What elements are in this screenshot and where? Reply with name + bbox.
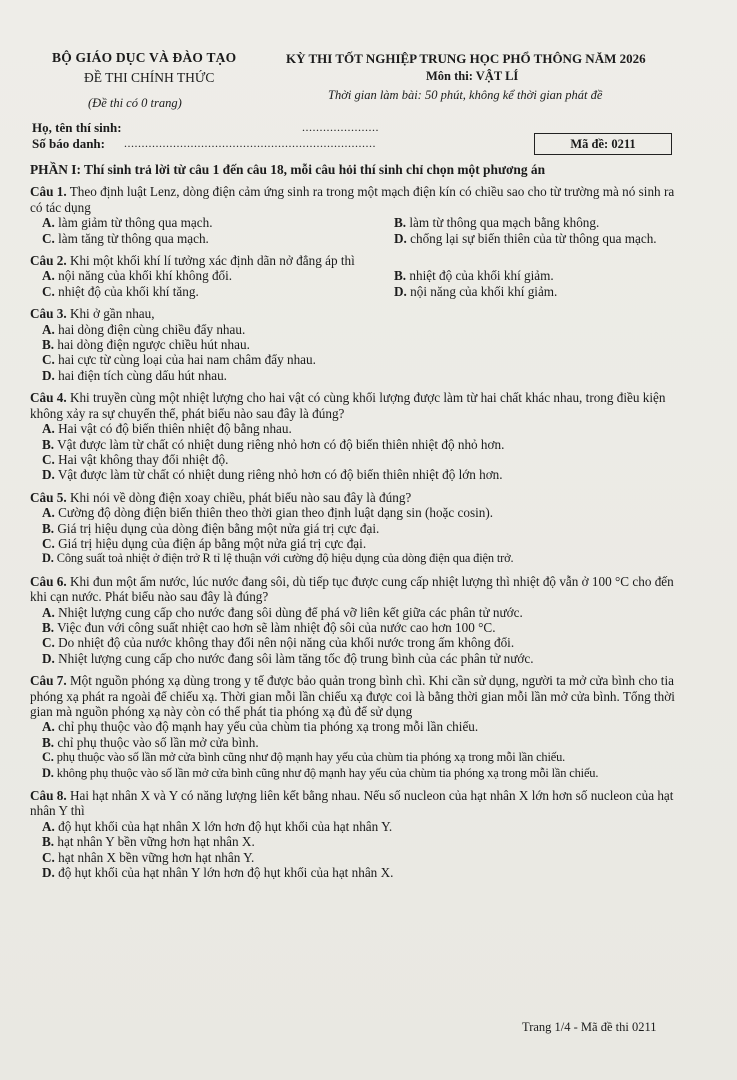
option-c: C. Hai vật không thay đổi nhiệt độ.: [42, 451, 229, 467]
option-b: B. Vật được làm từ chất có nhiệt dung riêng nhỏ hơn có độ biến thiên nhiệt độ nhỏ hơn.: [42, 436, 505, 452]
question-number: Câu 2.: [30, 253, 67, 269]
candidate-name-dots: ......................: [302, 120, 379, 134]
question-5: [30, 490, 685, 567]
question-3: [30, 306, 685, 383]
question-text: Theo định luật Lenz, dòng điện cảm ứng sinh ra trong một mạch điện kín có chiều sao cho từ trường mà nó sinh ra có tác dụng: [30, 184, 675, 215]
option-d: D. Vật được làm từ chất có nhiệt dung riêng nhỏ hơn có độ biến thiên nhiệt độ lớn hơn.: [42, 467, 503, 483]
official-label: ĐỀ THI CHÍNH THỨC: [84, 70, 215, 85]
option-c: C. Do nhiệt độ của nước không thay đổi nên nội năng của khối nước trong ấm không đổi.: [42, 635, 515, 651]
option-b: B. hạt nhân Y bền vững hơn hạt nhân X.: [42, 834, 255, 850]
candidate-id-dots: ........................................................................: [124, 136, 376, 150]
question-number: Câu 1.: [30, 184, 67, 200]
question-7: [30, 673, 685, 781]
question-number: Câu 5.: [30, 489, 67, 505]
option-c: C. phụ thuộc vào số lần mở cửa bình cũng như độ mạnh hay yếu của chùm tia phóng xạ trong mỗi lần chiếu.: [42, 750, 566, 765]
option-a: A. độ hụt khối của hạt nhân X lớn hơn độ hụt khối của hạt nhân Y.: [42, 818, 393, 834]
option-c: C. làm tăng từ thông qua mạch.: [42, 230, 209, 246]
time-note: Thời gian làm bài: 50 phút, không kể thời gian phát đề: [328, 88, 603, 102]
question-text: Hai hạt nhân X và Y có năng lượng liên kết bằng nhau. Nếu số nucleon của hạt nhân X lớn hơn số nucleon của hạt nhân Y thì: [30, 788, 674, 819]
option-b: B. chỉ phụ thuộc vào số lần mở cửa bình.: [42, 734, 259, 750]
subject-label: Môn thi: VẬT LÍ: [426, 69, 519, 83]
question-number: Câu 3.: [30, 306, 67, 322]
option-a: A. Nhiệt lượng cung cấp cho nước đang sôi dùng để phá vỡ liên kết giữa các phân tử nước.: [42, 604, 523, 620]
question-text: Khi ở gần nhau,: [69, 306, 155, 322]
question-text: Khi nói về dòng điện xoay chiều, phát biểu nào sau đây là đúng?: [69, 489, 412, 505]
option-d: D. không phụ thuộc vào số lần mở cửa bình cũng như độ mạnh hay yếu của chùm tia phóng xạ trong mỗi lần chiếu.: [42, 765, 599, 780]
exam-title: KỲ THI TỐT NGHIỆP TRUNG HỌC PHỔ THÔNG NĂM 2026: [286, 51, 646, 66]
option-c: C. hạt nhân X bền vững hơn hạt nhân Y.: [42, 849, 255, 865]
question-number: Câu 4.: [30, 390, 67, 406]
option-c: C. nhiệt độ của khối khí tăng.: [42, 283, 199, 299]
option-d: D. độ hụt khối của hạt nhân Y lớn hơn độ hụt khối của hạt nhân X.: [42, 865, 394, 881]
exam-content: [30, 160, 685, 887]
option-b: B. hai dòng điện ngược chiều hút nhau.: [42, 337, 250, 353]
option-c: C. hai cực từ cùng loại của hai nam châm đẩy nhau.: [42, 352, 316, 368]
part-1-heading: PHẦN I: Thí sinh trả lời từ câu 1 đến câu 18, mỗi câu hỏi thí sinh chỉ chọn một phương án: [30, 162, 546, 177]
question-8: [30, 788, 685, 880]
option-a: A. làm giảm từ thông qua mạch.: [42, 215, 213, 231]
question-1: [30, 184, 685, 246]
option-d: D. hai điện tích cùng dấu hút nhau.: [42, 367, 227, 383]
option-d: D. nội năng của khối khí giảm.: [394, 283, 558, 299]
option-d: D. Công suất toả nhiệt ở điện trở R tỉ lệ thuận với cường độ hiệu dụng của dòng điện qua điện trở.: [42, 551, 514, 566]
option-b: B. Giá trị hiệu dụng của dòng điện bằng một nửa giá trị cực đại.: [42, 520, 380, 536]
candidate-name-label: Họ, tên thí sinh:: [32, 120, 122, 135]
option-a: A. nội năng của khối khí không đổi.: [42, 268, 233, 284]
question-text: Khi truyền cùng một nhiệt lượng cho hai vật có cùng khối lượng được làm từ hai chất khác nhau, trong điều kiện không xảy ra sự chuyển thể, phát biểu nào sau đây là đúng?: [30, 390, 666, 421]
question-6: [30, 574, 685, 666]
exam-code-box: Mã đề: 0211: [534, 133, 672, 155]
question-4: [30, 390, 685, 482]
candidate-id-label: Số báo danh:: [32, 136, 105, 151]
question-2: [30, 253, 685, 299]
page-footer: Trang 1/4 - Mã đề thi 0211: [522, 1020, 657, 1034]
question-text: Khi một khối khí lí tưởng xác định dãn nở đẳng áp thì: [69, 253, 355, 269]
option-b: B. làm từ thông qua mạch bằng không.: [394, 215, 600, 231]
option-a: A. Hai vật có độ biến thiên nhiệt độ bằng nhau.: [42, 421, 292, 437]
option-b: B. nhiệt độ của khối khí giảm.: [394, 268, 554, 284]
option-d: D. Nhiệt lượng cung cấp cho nước đang sôi làm tăng tốc độ trung bình của các phân tử nước.: [42, 650, 534, 666]
option-b: B. Việc đun với công suất nhiệt cao hơn sẽ làm nhiệt độ sôi của nước cao hơn 100 °C.: [42, 619, 496, 635]
ministry-name: BỘ GIÁO DỤC VÀ ĐÀO TẠO: [52, 50, 237, 65]
option-c: C. Giá trị hiệu dụng của điện áp bằng một nửa giá trị cực đại.: [42, 535, 367, 551]
option-d: D. chống lại sự biến thiên của từ thông qua mạch.: [394, 230, 657, 246]
question-text: Khi đun một ấm nước, lúc nước đang sôi, dù tiếp tục được cung cấp nhiệt lượng thì nhiệt độ vẫn ở 100 °C cho đến khi cạn nước. Phát biểu nào sau đây là đúng?: [30, 573, 674, 605]
question-number: Câu 7.: [30, 673, 67, 689]
pages-note: (Đề thi có 0 trang): [88, 96, 182, 110]
question-text: Một nguồn phóng xạ dùng trong y tế được bảo quản trong bình chì. Khi cần sử dụng, người ta mở cửa bình cho tia phóng xạ phát ra ngoài để chiếu xạ. Thời gian mỗi lần chiếu xạ được coi là bằng thời gian mỗi lần mở cửa bình. Tổng thời gian mà nguồn phóng xạ này còn có thể phát tia phóng xạ đủ để sử dụng: [30, 673, 675, 719]
question-number: Câu 6.: [30, 573, 67, 589]
option-a: A. Cường độ dòng điện biến thiên theo thời gian theo định luật dạng sin (hoặc cosin).: [42, 505, 494, 521]
option-a: A. chỉ phụ thuộc vào độ mạnh hay yếu của chùm tia phóng xạ trong mỗi lần chiếu.: [42, 719, 479, 735]
option-a: A. hai dòng điện cùng chiều đẩy nhau.: [42, 321, 246, 337]
question-number: Câu 8.: [30, 788, 67, 804]
